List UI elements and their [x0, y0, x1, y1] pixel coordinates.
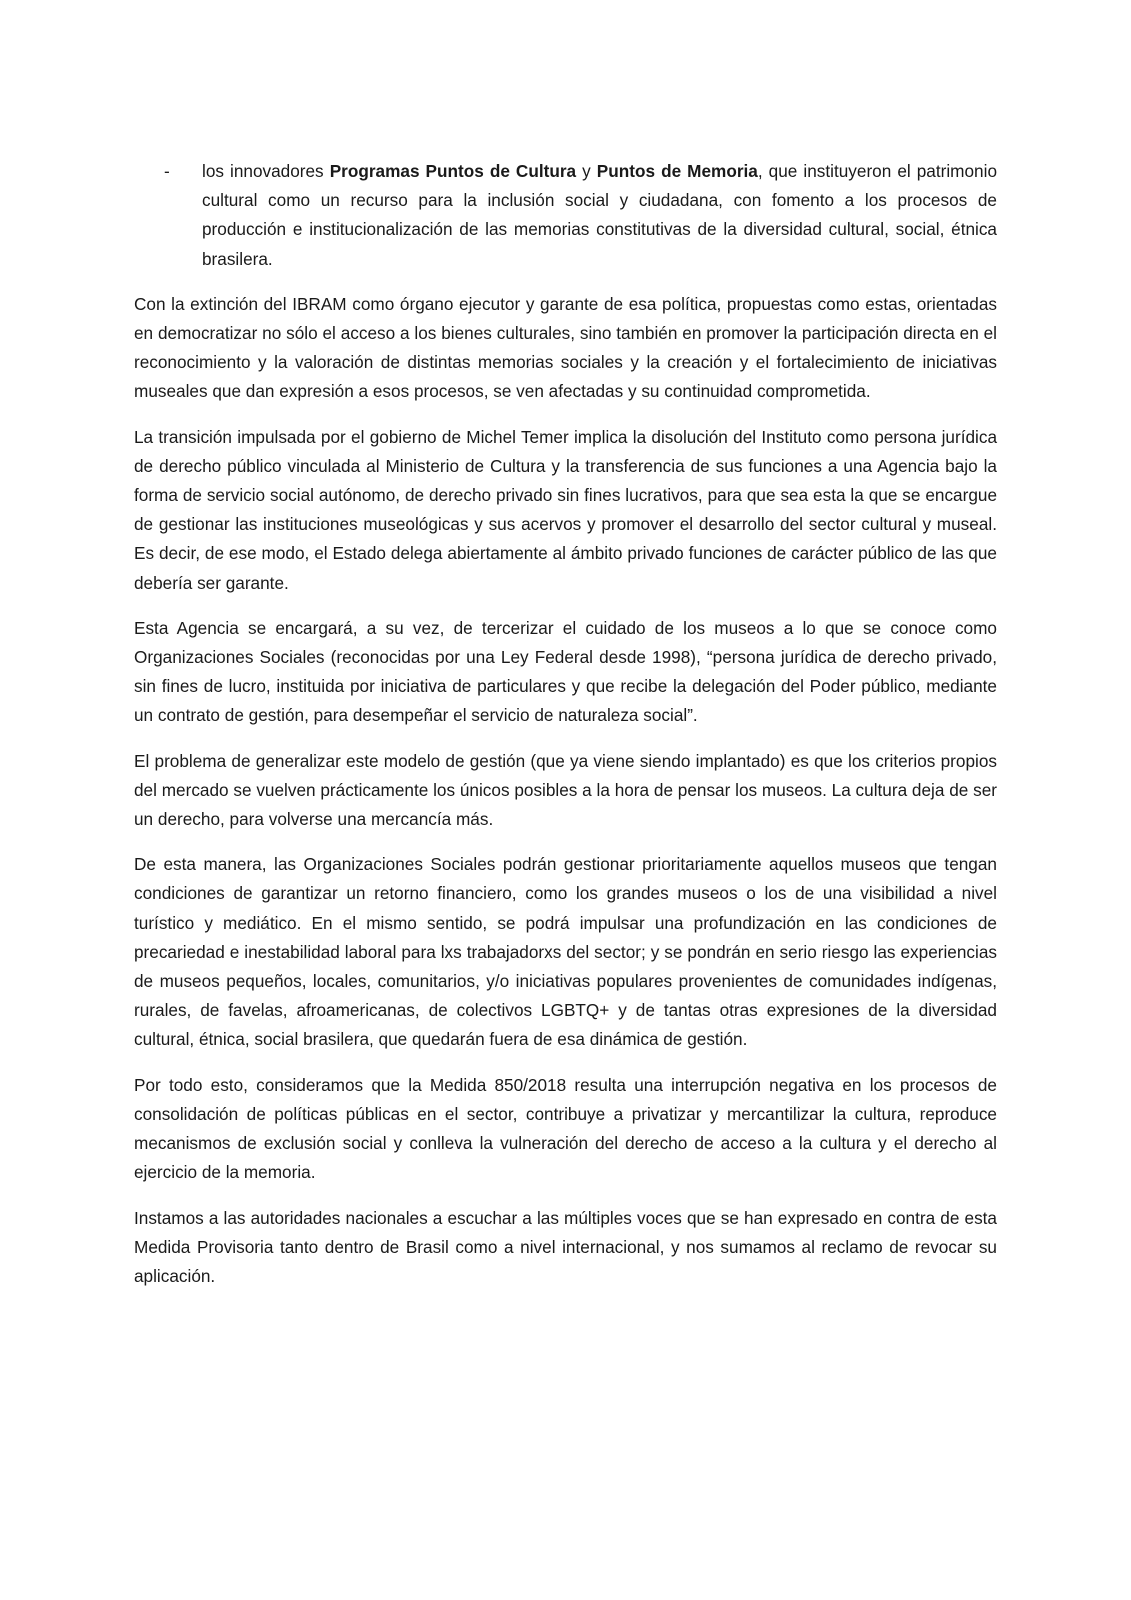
bullet-text-1: los innovadores — [202, 161, 330, 181]
paragraph-ibram-extincion: Con la extinción del IBRAM como órgano ejecutor y garante de esa política, propuestas como estas, orientadas en democratizar no sólo el acceso a los bienes culturales, sino también en promover la participación directa en el reconocimiento y la valoración de distintas memorias sociales y la creación y el fortalecimiento de iniciativas museales que dan expresión a esos procesos, se ven afectadas y su continuidad comprometida. — [134, 293, 997, 402]
bullet-bold-memoria: Puntos de Memoria — [596, 161, 758, 181]
bullet-dash: - — [164, 161, 170, 181]
paragraph-problema: El problema de generalizar este modelo de gestión (que ya viene siendo implantado) es que los criterios propios del mercado se vuelven prácticamente los únicos posibles a la hora de pensar los museos. La cultura deja de ser un derecho, para volverse una mercancía más. — [134, 750, 997, 830]
bullet-text-2: y — [576, 161, 597, 181]
paragraph-agencia: Esta Agencia se encargará, a su vez, de tercerizar el cuidado de los museos a lo que se conoce como Organizaciones Sociales (reconocidas por una Ley Federal desde 1998), “persona jurídica de derecho privado, sin fines de lucro, instituida por iniciativa de particulares y que recibe la delegación del Poder público, mediante un contrato de gestión, para desempeñar el servicio de naturaleza social”. — [134, 617, 997, 726]
paragraph-transicion: La transición impulsada por el gobierno de Michel Temer implica la disolución del Instituto como persona jurídica de derecho público vinculada al Ministerio de Cultura y la transferencia de sus funciones a una Agencia bajo la forma de servicio social autónomo, de derecho privado sin fines lucrativos, para que sea esta la que se encargue de gestionar las instituciones museológicas y sus acervos y promover el desarrollo del sector cultural y museal. Es decir, de ese modo, el Estado delega abiertamente al ámbito privado funciones de carácter público de las que debería ser garante. — [134, 426, 997, 593]
paragraph-instamos: Instamos a las autoridades nacionales a escuchar a las múltiples voces que se han expresado en contra de esta Medida Provisoria tanto dentro de Brasil como a nivel internacional, y nos sumamos al reclamo de revocar su aplicación. — [134, 1207, 997, 1286]
bullet-text-3: , que instituyeron el patrimonio cultural como un recurso para la inclusión social y ciudadana, con fomento a los procesos de producción e institucionalización de las memorias constitutivas de la diversidad cultural, social, étnica brasilera. — [202, 161, 997, 269]
paragraph-organizaciones-sociales: De esta manera, las Organizaciones Sociales podrán gestionar prioritariamente aquellos museos que tengan condiciones de garantizar un retorno financiero, como los grandes museos o los de una visibilidad a nivel turístico y mediático. En el mismo sentido, se podrá impulsar una profundización en las condiciones de precariedad e inestabilidad laboral para lxs trabajadorxs del sector; y se pondrán en serio riesgo las experiencias de museos pequeños, locales, comunitarios, y/o iniciativas populares provenientes de comunidades indígenas, rurales, de favelas, afroamericanas, de colectivos LGBTQ+ y de tantas otras expresiones de la diversidad cultural, étnica, social brasilera, que quedarán fuera de esa dinámica de gestión. — [134, 854, 997, 1050]
bullet-item — [134, 157, 997, 274]
paragraph-medida: Por todo esto, consideramos que la Medida 850/2018 resulta una interrupción negativa en los procesos de consolidación de políticas públicas en el sector, contribuye a privatizar y mercantilizar la cultura, reproduce mecanismos de exclusión social y conlleva la vulneración del derecho de acceso a la cultura y el derecho al ejercicio de la memoria. — [134, 1074, 997, 1183]
bullet-bold-programas: Programas Puntos de Cultura — [329, 161, 577, 181]
document-page — [134, 157, 997, 1307]
